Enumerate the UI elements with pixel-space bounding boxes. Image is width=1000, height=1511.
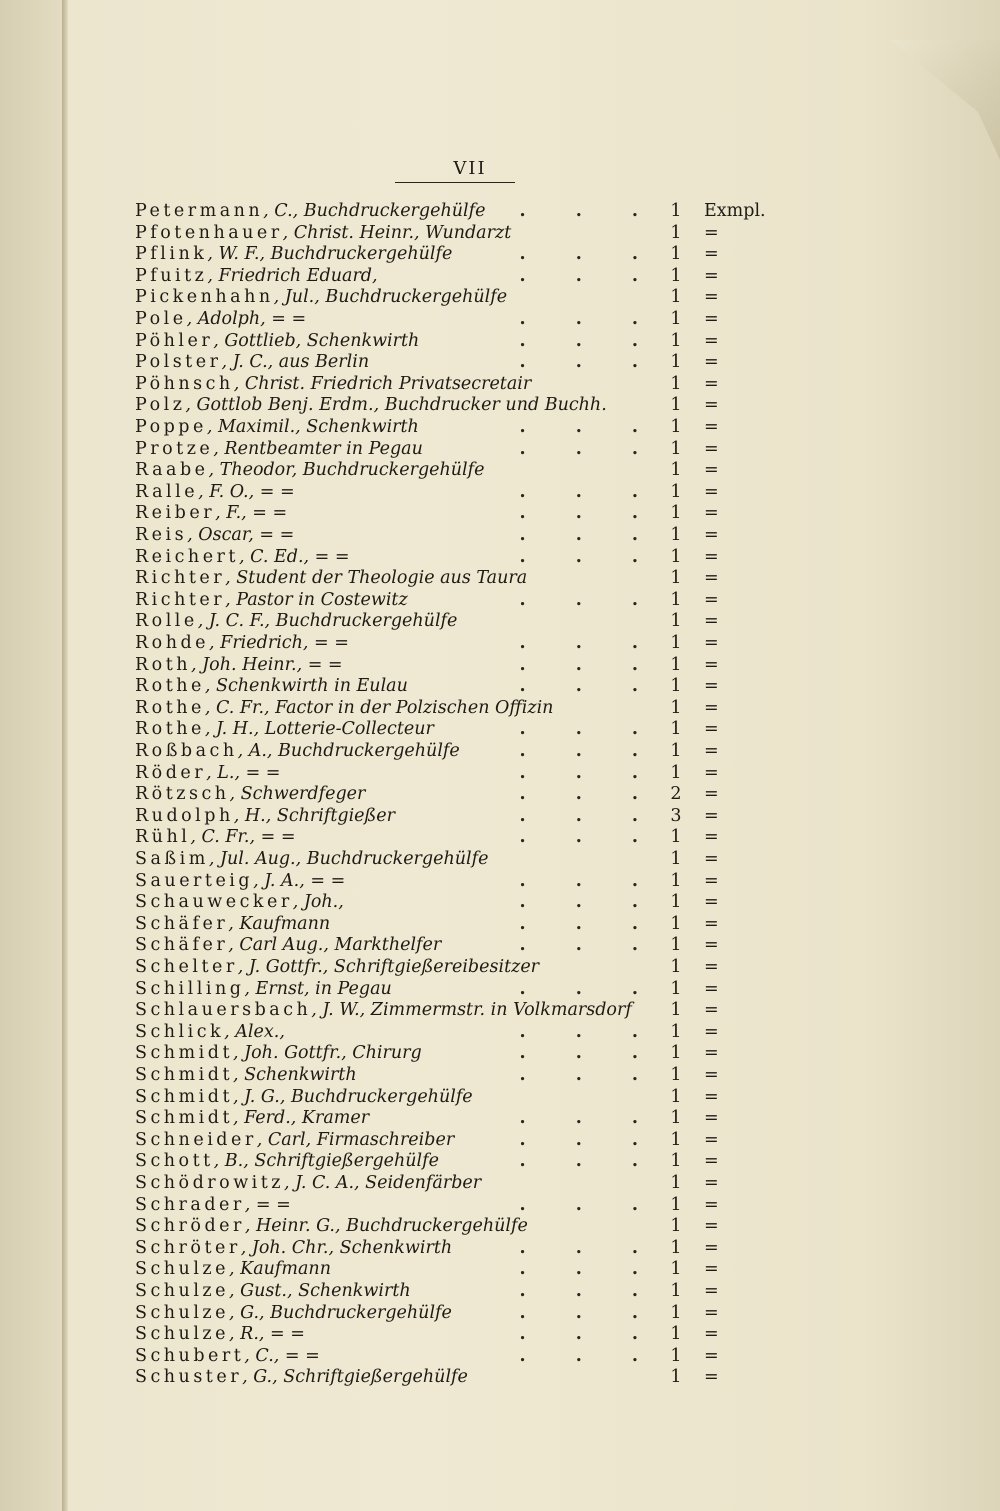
entry-details: , Carl, Firmaschreiber — [256, 1129, 455, 1150]
entry-copies: 1 — [670, 633, 682, 653]
entry-surname: Schulze — [135, 1259, 230, 1280]
entry-copies: 1 — [670, 676, 682, 697]
entry-details: , Maximil., Schenkwirth — [206, 417, 419, 437]
entry-surname: Schmidt — [135, 1043, 233, 1064]
entry-copies: 1 — [670, 1065, 682, 1085]
entry-unit: = — [704, 1345, 719, 1366]
entry-unit: = — [704, 1021, 719, 1042]
entry-details: , Adolph, = = — [186, 309, 307, 329]
entry-surname: Pickenhahn — [135, 287, 274, 308]
dot-leader: . . . — [519, 762, 660, 783]
entry-details: , C. Fr., = = — [190, 827, 296, 848]
entry-details: , Jul. Aug., Buchdruckergehülfe — [208, 849, 489, 869]
entry-unit: = — [704, 1302, 719, 1323]
entry-unit: = — [704, 827, 719, 848]
dot-leader: . . . — [519, 1065, 660, 1085]
entry-copies: 1 — [670, 1281, 682, 1301]
entry-unit: = — [704, 892, 719, 913]
dot-leader: . . . — [519, 265, 660, 286]
dot-leader: . . . — [519, 1345, 660, 1366]
entry-copies: 1 — [670, 719, 682, 740]
entry-surname: Schäfer — [135, 935, 229, 956]
entry-unit: = — [704, 849, 719, 869]
dot-leader: . . . — [519, 589, 660, 610]
entry-surname: Schubert — [135, 1345, 245, 1366]
dot-leader: . . . — [519, 719, 660, 740]
entry-unit: = — [704, 762, 719, 783]
entry-details: , F., = = — [215, 503, 288, 524]
entry-details: , Friedrich, = = — [209, 633, 349, 653]
entry-details: , G., Buchdruckergehülfe — [229, 1302, 452, 1323]
entry-surname: Rötzsch — [135, 784, 230, 805]
entry-copies: 1 — [670, 568, 682, 589]
dot-leader: . . . — [519, 913, 660, 934]
entry-unit: = — [704, 1194, 719, 1215]
entry-name — [135, 1364, 675, 1390]
entry-unit: = — [704, 805, 719, 826]
entry-copies: 1 — [670, 1021, 682, 1042]
entry-copies: 1 — [670, 1216, 682, 1237]
entry-unit: = — [704, 1000, 719, 1021]
entry-unit: = — [704, 1065, 719, 1085]
entry-surname: Pöhler — [135, 330, 214, 351]
entry-details: , J. G., Buchdruckergehülfe — [233, 1086, 473, 1107]
page-number: VII — [453, 158, 487, 179]
entry-copies: 1 — [670, 697, 682, 718]
entry-unit: = — [704, 784, 719, 805]
entry-surname: Schrader — [135, 1194, 245, 1215]
entry-copies: 1 — [670, 762, 682, 783]
entry-surname: Raabe — [135, 460, 209, 481]
entry-copies: 1 — [670, 1173, 682, 1193]
entry-unit: = — [704, 870, 719, 891]
entry-details: , Alex., — [224, 1021, 285, 1042]
dot-leader: . . . — [519, 654, 660, 675]
dot-leader: . . . — [519, 1151, 660, 1172]
entry-unit: = — [704, 719, 719, 740]
entry-surname: Rothe — [135, 676, 205, 697]
entry-copies: 1 — [670, 395, 682, 416]
entry-unit: = — [704, 481, 719, 502]
entry-surname: Ralle — [135, 481, 199, 502]
entry-copies: 1 — [670, 1151, 682, 1172]
entry-details: , Theodor, Buchdruckergehülfe — [208, 460, 485, 481]
entry-surname: Rudolph — [135, 805, 234, 826]
dot-leader: . . . — [519, 676, 660, 697]
entry-unit: = — [704, 957, 719, 977]
entry-surname: Reis — [135, 525, 188, 545]
entry-details: , C. Fr., Factor in der Polzischen Offizin — [204, 697, 554, 718]
entry-copies: 1 — [670, 1108, 682, 1129]
entry-unit: = — [704, 654, 719, 675]
entry-unit: = — [704, 1151, 719, 1172]
entry-surname: Richter — [135, 589, 226, 610]
entry-details: , L., = = — [206, 762, 281, 783]
entry-copies: 1 — [670, 438, 682, 459]
entry-unit: = — [704, 1237, 719, 1258]
entry-details: , Joh. Chr., Schenkwirth — [240, 1237, 453, 1258]
entry-copies: 2 — [670, 784, 682, 805]
entry-copies: 1 — [670, 481, 682, 502]
entry-details: , J. C., aus Berlin — [221, 352, 370, 373]
entry-copies: 1 — [670, 913, 682, 934]
entry-unit: = — [704, 1216, 719, 1237]
entry-surname: Schäfer — [135, 913, 229, 934]
entry-copies: 1 — [670, 287, 682, 308]
entry-unit: = — [704, 265, 719, 286]
entry-unit: = — [704, 373, 719, 394]
entry-copies: 1 — [670, 870, 682, 891]
entry-details: , Christ. Heinr., Wundarzt — [282, 222, 512, 243]
entry-surname: Richter — [135, 568, 226, 589]
entry-copies: 1 — [670, 265, 682, 286]
entry-surname: Reichert — [135, 546, 239, 567]
entry-copies: 1 — [670, 1194, 682, 1215]
entry-details: , Ferd., Kramer — [233, 1108, 370, 1129]
entry-details: , Christ. Friedrich Privatsecretair — [233, 373, 532, 394]
entry-details: , G., Schriftgießergehülfe — [242, 1367, 468, 1388]
dot-leader: . . . — [519, 1237, 660, 1258]
entry-unit: = — [704, 676, 719, 697]
dot-leader: . . . — [519, 525, 660, 545]
entry-surname: Pole — [135, 309, 187, 329]
dot-leader: . . . — [519, 1302, 660, 1323]
entry-surname: Schulze — [135, 1324, 230, 1345]
entry-unit: = — [704, 460, 719, 481]
entry-details: , B., Schriftgießergehülfe — [213, 1151, 439, 1172]
entry-surname: Schneider — [135, 1129, 257, 1150]
entry-unit: = — [704, 741, 719, 761]
entry-unit: = — [704, 935, 719, 956]
entry-details: , Pastor in Costewitz — [225, 589, 408, 610]
entry-surname: Protze — [135, 438, 214, 459]
entry-details: , J. H., Lotterie-Collecteur — [204, 719, 434, 740]
entry-surname: Schröder — [135, 1216, 245, 1237]
entry-copies: 1 — [670, 978, 682, 999]
dot-leader: . . . — [519, 978, 660, 999]
dot-leader: . . . — [519, 1194, 660, 1215]
entry-unit: = — [704, 244, 719, 265]
entry-details: , J. C. A., Seidenfärber — [284, 1173, 482, 1193]
entry-details: , Student der Theologie aus Taura — [225, 568, 528, 589]
entry-copies: 1 — [670, 201, 682, 221]
entry-copies: 1 — [670, 892, 682, 913]
entry-copies: 1 — [670, 741, 682, 761]
entry-unit: Exmpl. — [704, 201, 766, 221]
entry-surname: Pflink — [135, 244, 208, 265]
dot-leader: . . . — [519, 244, 660, 265]
entry-details: , H., Schriftgießer — [233, 805, 395, 826]
entry-copies: 1 — [670, 1237, 682, 1258]
entry-details: , W. F., Buchdruckergehülfe — [207, 244, 453, 265]
entry-unit: = — [704, 222, 719, 243]
entry-details: , Gottlob Benj. Erdm., Buchdrucker und Buchh. — [185, 395, 607, 416]
dot-leader: . . . — [519, 417, 660, 437]
dot-leader: . . . — [519, 1129, 660, 1150]
entry-details: , Kaufmann — [229, 1259, 331, 1280]
entry-surname: Schelter — [135, 957, 238, 977]
entry-details: , A., Buchdruckergehülfe — [237, 741, 460, 761]
entry-details: , Kaufmann — [228, 913, 331, 934]
entry-copies: 1 — [670, 1086, 682, 1107]
entry-copies: 1 — [670, 1324, 682, 1345]
entry-details: , C., = = — [244, 1345, 320, 1366]
entry-copies: 3 — [670, 805, 682, 826]
entry-details: , Schwerdfeger — [229, 784, 366, 805]
entry-details: , C., Buchdruckergehülfe — [263, 201, 486, 221]
entry-details: , J. A., = = — [253, 870, 346, 891]
entry-unit: = — [704, 1129, 719, 1150]
entry-surname: Schulze — [135, 1302, 230, 1323]
entry-unit: = — [704, 1281, 719, 1301]
entry-details: , R., = = — [229, 1324, 305, 1345]
entry-copies: 1 — [670, 1000, 682, 1021]
entry-unit: = — [704, 330, 719, 351]
entry-surname: Schröter — [135, 1237, 241, 1258]
entry-unit: = — [704, 1173, 719, 1193]
entry-surname: Schulze — [135, 1281, 230, 1301]
entry-copies: 1 — [670, 1367, 682, 1388]
entry-details: , J. C. F., Buchdruckergehülfe — [197, 611, 458, 632]
entry-copies: 1 — [670, 1302, 682, 1323]
entry-surname: Schlick — [135, 1021, 225, 1042]
entry-details: , Rentbeamter in Pegau — [213, 438, 423, 459]
entry-copies: 1 — [670, 654, 682, 675]
entry-surname: Reiber — [135, 503, 216, 524]
entry-details: , Carl Aug., Markthelfer — [228, 935, 442, 956]
entry-details: , Heinr. G., Buchdruckergehülfe — [244, 1216, 528, 1237]
entry-surname: Rothe — [135, 697, 205, 718]
entry-surname: Schlauersbach — [135, 1000, 312, 1021]
entry-surname: Rohde — [135, 633, 210, 653]
dot-leader: . . . — [519, 309, 660, 329]
entry-surname: Schmidt — [135, 1065, 233, 1085]
dot-leader: . . . — [519, 1259, 660, 1280]
entry-details: , Gottlieb, Schenkwirth — [213, 330, 420, 351]
entry-unit: = — [704, 546, 719, 567]
entry-copies: 1 — [670, 309, 682, 329]
entry-copies: 1 — [670, 1129, 682, 1150]
entry-unit: = — [704, 352, 719, 373]
entry-unit: = — [704, 589, 719, 610]
entry-copies: 1 — [670, 1259, 682, 1280]
entry-copies: 1 — [670, 849, 682, 869]
entry-surname: Schmidt — [135, 1086, 233, 1107]
dot-leader: . . . — [519, 1324, 660, 1345]
entry-surname: Röder — [135, 762, 207, 783]
entry-surname: Petermann — [135, 201, 264, 221]
entry-copies: 1 — [670, 935, 682, 956]
entry-copies: 1 — [670, 244, 682, 265]
dot-leader: . . . — [519, 741, 660, 761]
dot-leader: . . . — [519, 201, 660, 221]
entry-details: , Joh., — [292, 892, 344, 913]
entry-surname: Roßbach — [135, 741, 238, 761]
entry-unit: = — [704, 1043, 719, 1064]
entry-copies: 1 — [670, 352, 682, 373]
dot-leader: . . . — [519, 330, 660, 351]
entry-unit: = — [704, 287, 719, 308]
entry-surname: Schott — [135, 1151, 214, 1172]
entry-details: , Joh. Gottfr., Chirurg — [233, 1043, 422, 1064]
dot-leader: . . . — [519, 935, 660, 956]
entry-details: , C. Ed., = = — [238, 546, 350, 567]
entry-surname: Roth — [135, 654, 192, 675]
entry-copies: 1 — [670, 503, 682, 524]
entry-surname: Schauwecker — [135, 892, 293, 913]
entry-unit: = — [704, 525, 719, 545]
entry-details: , Friedrich Eduard, — [207, 265, 378, 286]
dot-leader: . . . — [519, 827, 660, 848]
entry-unit: = — [704, 1108, 719, 1129]
entry-copies: 1 — [670, 222, 682, 243]
dot-leader: . . . — [519, 892, 660, 913]
entry-details: , Oscar, = = — [187, 525, 295, 545]
entry-details: , F. O., = = — [198, 481, 295, 502]
entry-surname: Schödrowitz — [135, 1173, 285, 1193]
entry-unit: = — [704, 1086, 719, 1107]
entry-details: , Schenkwirth — [233, 1065, 357, 1085]
entry-unit: = — [704, 913, 719, 934]
entry-unit: = — [704, 503, 719, 524]
entry-copies: 1 — [670, 589, 682, 610]
dot-leader: . . . — [519, 546, 660, 567]
dot-leader: . . . — [519, 784, 660, 805]
entry-surname: Schuster — [135, 1367, 243, 1388]
entry-surname: Sauerteig — [135, 870, 254, 891]
entry-unit: = — [704, 438, 719, 459]
entry-surname: Schmidt — [135, 1108, 233, 1129]
entry-details: , J. W., Zimmermstr. in Volkmarsdorf — [311, 1000, 632, 1021]
entry-unit: = — [704, 417, 719, 437]
entry-surname: Pfuitz — [135, 265, 208, 286]
entry-surname: Pöhnsch — [135, 373, 234, 394]
entry-copies: 1 — [670, 417, 682, 437]
entry-copies: 1 — [670, 460, 682, 481]
entry-surname: Poppe — [135, 417, 207, 437]
entry-details: , = = — [244, 1194, 291, 1215]
entry-unit: = — [704, 1324, 719, 1345]
entry-copies: 1 — [670, 1345, 682, 1366]
entry-unit: = — [704, 568, 719, 589]
entry-surname: Polster — [135, 352, 222, 373]
entry-copies: 1 — [670, 546, 682, 567]
entry-details: , Jul., Buchdruckergehülfe — [273, 287, 508, 308]
entry-unit: = — [704, 978, 719, 999]
entry-copies: 1 — [670, 330, 682, 351]
entry-details: , Gust., Schenkwirth — [229, 1281, 411, 1301]
entry-details: , Joh. Heinr., = = — [191, 654, 343, 675]
dot-leader: . . . — [519, 503, 660, 524]
entry-details: , Schenkwirth in Eulau — [204, 676, 408, 697]
dot-leader: . . . — [519, 438, 660, 459]
entry-details: , J. Gottfr., Schriftgießereibesitzer — [237, 957, 540, 977]
entry-surname: Rothe — [135, 719, 205, 740]
dot-leader: . . . — [519, 633, 660, 653]
entry-surname: Schilling — [135, 978, 245, 999]
dot-leader: . . . — [519, 805, 660, 826]
entry-copies: 1 — [670, 1043, 682, 1064]
entry-copies: 1 — [670, 373, 682, 394]
dot-leader: . . . — [519, 352, 660, 373]
dot-leader: . . . — [519, 1021, 660, 1042]
entry-unit: = — [704, 309, 719, 329]
dot-leader: . . . — [519, 1108, 660, 1129]
dot-leader: . . . — [519, 481, 660, 502]
list-item — [0, 1364, 1000, 1390]
entry-surname: Rühl — [135, 827, 191, 848]
dot-leader: . . . — [519, 1043, 660, 1064]
entry-unit: = — [704, 697, 719, 718]
entry-unit: = — [704, 1367, 719, 1388]
entry-surname: Saßim — [135, 849, 209, 869]
entry-surname: Rolle — [135, 611, 198, 632]
entry-copies: 1 — [670, 525, 682, 545]
dot-leader: . . . — [519, 870, 660, 891]
entry-surname: Pfotenhauer — [135, 222, 283, 243]
entry-copies: 1 — [670, 611, 682, 632]
entry-copies: 1 — [670, 827, 682, 848]
dot-leader: . . . — [519, 1281, 660, 1301]
entry-copies: 1 — [670, 957, 682, 977]
entry-unit: = — [704, 611, 719, 632]
entry-unit: = — [704, 1259, 719, 1280]
entry-details: , Ernst, in Pegau — [244, 978, 392, 999]
entry-unit: = — [704, 395, 719, 416]
entry-unit: = — [704, 633, 719, 653]
entry-surname: Polz — [135, 395, 186, 416]
